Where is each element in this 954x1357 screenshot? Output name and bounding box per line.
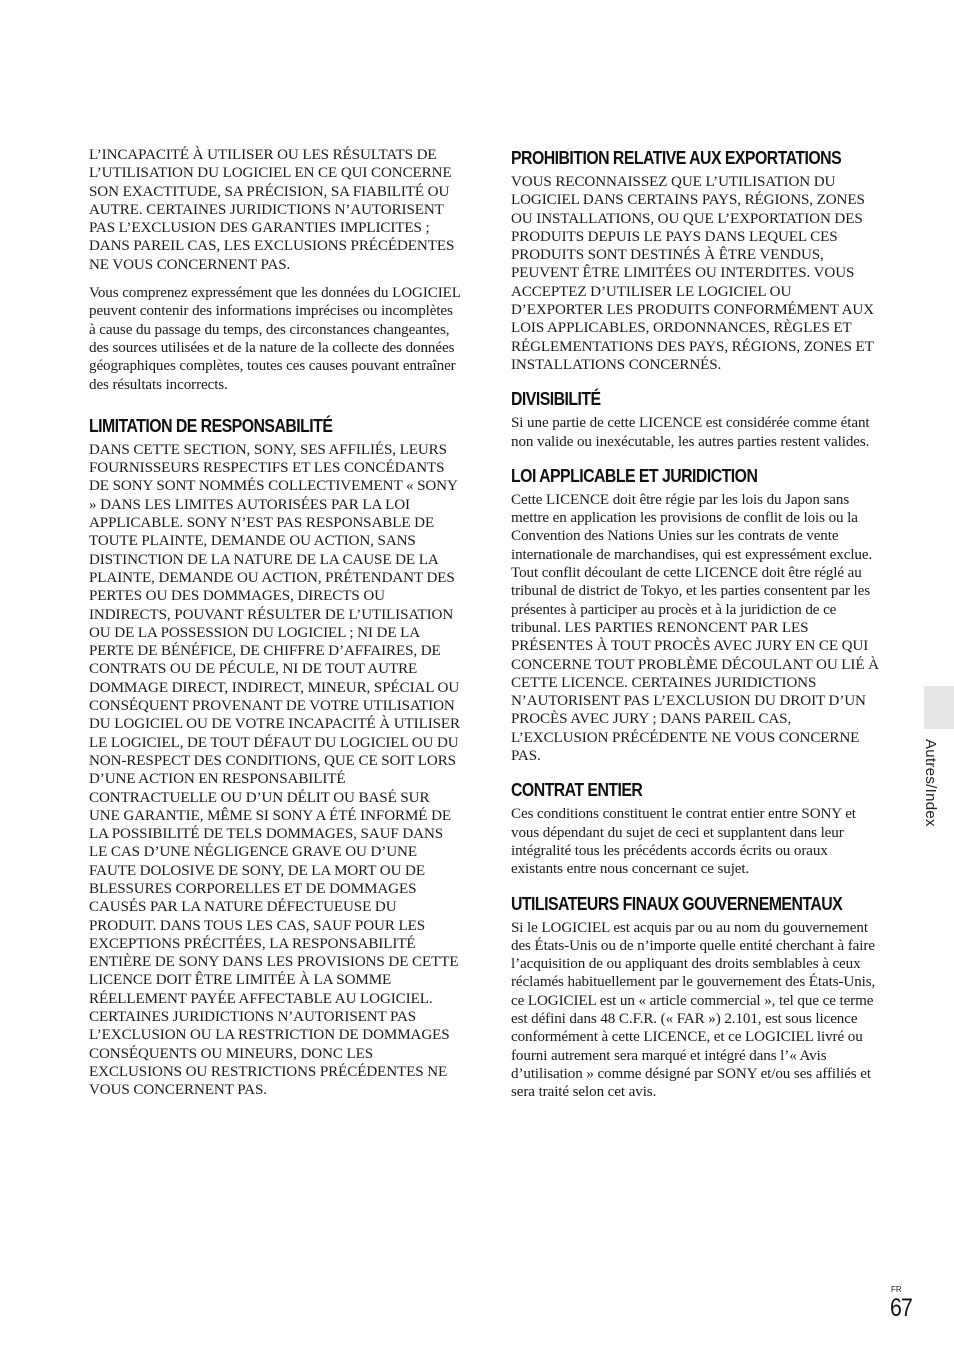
paragraph-donnees: Vous comprenez expressément que les données du LOGICIEL peuvent contenir des informations imprécises ou incomplètes à cause du passage du temps, des circonstances changeantes, des sources utilisées et de la nature de la collecte des données géographiques complètes, toutes ces causes pouvant entraîner des résultats incorrects. [89, 285, 461, 393]
section-export [511, 146, 883, 374]
heading-utilisateurs: UTILISATEURS FINAUX GOUVERNEMENTAUX [511, 893, 843, 914]
paragraph-export: VOUS RECONNAISSEZ QUE L’UTILISATION DU LOGICIEL DANS CERTAINS PAYS, RÉGIONS, ZONES OU INSTALLATIONS, OU QUE L’EXPORTATION DES PRODUITS DEPUIS LE PAYS DANS LEQUEL CES PRODUITS SONT DESTINÉS À ÊTRE VENDUS, PEUVENT ÊTRE LIMITÉES OU INTERDITES. VOUS ACCEPTEZ D’UTILISER LE LOGICIEL OU D’EXPORTER LES PRODUITS CONFORMÉMENT AUX LOIS APPLICABLES, ORDONNANCES, RÈGLES ET RÉGLEMENTATIONS DES PAYS, RÉGIONS, ZONES ET INSTALLATIONS CONCERNÉS. [511, 174, 874, 373]
section-divisibilite [511, 387, 883, 451]
heading-loi: LOI APPLICABLE ET JURIDICTION [511, 465, 758, 486]
heading-contrat: CONTRAT ENTIER [511, 780, 643, 801]
left-column [89, 146, 461, 1113]
section-limitation [89, 414, 461, 1100]
paragraph-exclusions: L’INCAPACITÉ À UTILISER OU LES RÉSULTATS DE L’UTILISATION DU LOGICIEL EN CE QUI CONCERNE SON EXACTITUDE, SA PRÉCISION, SA FIABILITÉ OU AUTRE. CERTAINES JURIDICTIONS N’AUTORISENT PAS L’EXCLUSION DES GARANTIES IMPLICITES ; DANS PAREIL CAS, LES EXCLUSIONS PRÉCÉDENTES NE VOUS CONCERNENT PAS. [89, 147, 455, 273]
heading-divisibilite: DIVISIBILITÉ [511, 389, 601, 410]
language-code: FR [891, 1285, 902, 1294]
heading-export: PROHIBITION RELATIVE AUX EXPORTATIONS [511, 148, 842, 168]
paragraph-utilisateurs: Si le LOGICIEL est acquis par ou au nom du gouvernement des États-Unis ou de n’importe quelle entité cherchant à faire l’acquisition de ou appliquant des droits semblables à ceux réclamés habituellement par le gouvernement des États-Unis, ce LOGICIEL est un « article commercial », tel que ce terme est défini dans 48 C.F.R. (« FAR ») 2.101, est sous licence conformément à cette LICENCE, et ce LOGICIEL livré ou fourni autrement sera marqué et intégré dans l’« Avis d’utilisation » comme désigné par SONY et/ou ses affiliés et sera traité selon cet avis. [511, 919, 876, 1101]
paragraph-divisibilite: Si une partie de cette LICENCE est considérée comme étant non valide ou inexécutable, les autres parties restent valides. [511, 415, 870, 450]
heading-limitation: LIMITATION DE RESPONSABILITÉ [89, 415, 333, 436]
section-loi [511, 464, 883, 765]
index-tab[interactable] [924, 686, 954, 729]
paragraph-contrat: Ces conditions constituent le contrat entier entre SONY et vous dépendant du sujet de ceci et supplantent dans leur intégralité tous les précédents accords écrits ou oraux existants entre nous concernant ce sujet. [511, 806, 856, 878]
section-utilisateurs [511, 892, 883, 1102]
paragraph-limitation: DANS CETTE SECTION, SONY, SES AFFILIÉS, LEURS FOURNISSEURS RESPECTIFS ET LES CONCÉDANTS DE SONY SONT NOMMÉS COLLECTIVEMENT « SONY » DANS LES LIMITES AUTORISÉES PAR LA LOI APPLICABLE. SONY N’EST PAS RESPONSABLE DE TOUTE PLAINTE, DEMANDE OU ACTION, SANS DISTINCTION DE LA NATURE DE LA CAUSE DE LA PLAINTE, DEMANDE OU ACTION, PRÉTENDANT DES PERTES OU DES DOMMAGES, DIRECTS OU INDIRECTS, POUVANT RÉSULTER DE L’UTILISATION OU DE LA POSSESSION DU LOGICIEL ; NI DE LA PERTE DE BÉNÉFICE, DE CHIFFRE D’AFFAIRES, DE CONTRATS OU DE PÉCULE, NI DE TOUT AUTRE DOMMAGE DIRECT, INDIRECT, MINEUR, SPÉCIAL OU CONSÉQUENT PROVENANT DE VOTRE UTILISATION DU LOGICIEL OU DE VOTRE INCAPACITÉ À UTILISER LE LOGICIEL, DE TOUT DÉFAUT DU LOGICIEL OU DU NON-RESPECT DES CONDITIONS, QUE CE SOIT LORS D’UNE ACTION EN RESPONSABILITÉ CONTRACTUELLE OU D’UN DÉLIT OU BASÉ SUR UNE GARANTIE, MÊME SI SONY A ÉTÉ INFORMÉ DE LA POSSIBILITÉ DE TELS DOMMAGES, SAUF DANS LE CAS D’UNE NÉGLIGENCE GRAVE OU D’UNE FAUTE DOLOSIVE DE SONY, DE LA MORT OU DE BLESSURES CORPORELLES ET DE DOMMAGES CAUSÉS PAR LA NATURE DÉFECTUEUSE DU PRODUIT. DANS TOUS LES CAS, SAUF POUR LES EXCEPTIONS PRÉCITÉES, LA RESPONSABILITÉ ENTIÈRE DE SONY DANS LES PROVISIONS DE CETTE LICENCE DOIT ÊTRE LIMITÉE À LA SOMME RÉELLEMENT PAYÉE AFFECTABLE AU LOGICIEL. CERTAINES JURIDICTIONS N’AUTORISENT PAS L’EXCLUSION OU LA RESTRICTION DE DOMMAGES CONSÉQUENTS OU MINEURS, DONC LES EXCLUSIONS OU RESTRICTIONS PRÉCÉDENTES NE VOUS CONCERNENT PAS. [89, 441, 461, 1099]
paragraph-loi: Cette LICENCE doit être régie par les lois du Japon sans mettre en application les provisions de conflit de lois ou la Convention des Nations Unies sur les contrats de vente internationale de marchandises, qui est expressément exclue. Tout conflit découlant de cette LICENCE doit être réglé au tribunal de district de Tokyo, et les parties consentent par les présentes à participer au procès et à la juridiction de ce tribunal. LES PARTIES RENONCENT PAR LES PRÉSENTES À TOUT PROCÈS AVEC JURY EN CE QUI CONCERNE TOUT PROBLÈME DÉCOULANT OU LIÉ À CETTE LICENCE. CERTAINES JURIDICTIONS N’AUTORISENT PAS L’EXCLUSION DU DROIT D’UN PROCÈS AVEC JURY ; DANS PAREIL CAS, L’EXCLUSION PRÉCÉDENTE NE VOUS CONCERNE PAS. [511, 491, 879, 765]
index-tab-label[interactable]: Autres/Index [922, 739, 939, 827]
right-column [511, 146, 883, 1114]
page-number: 67 [890, 1294, 912, 1322]
section-contrat [511, 778, 883, 878]
